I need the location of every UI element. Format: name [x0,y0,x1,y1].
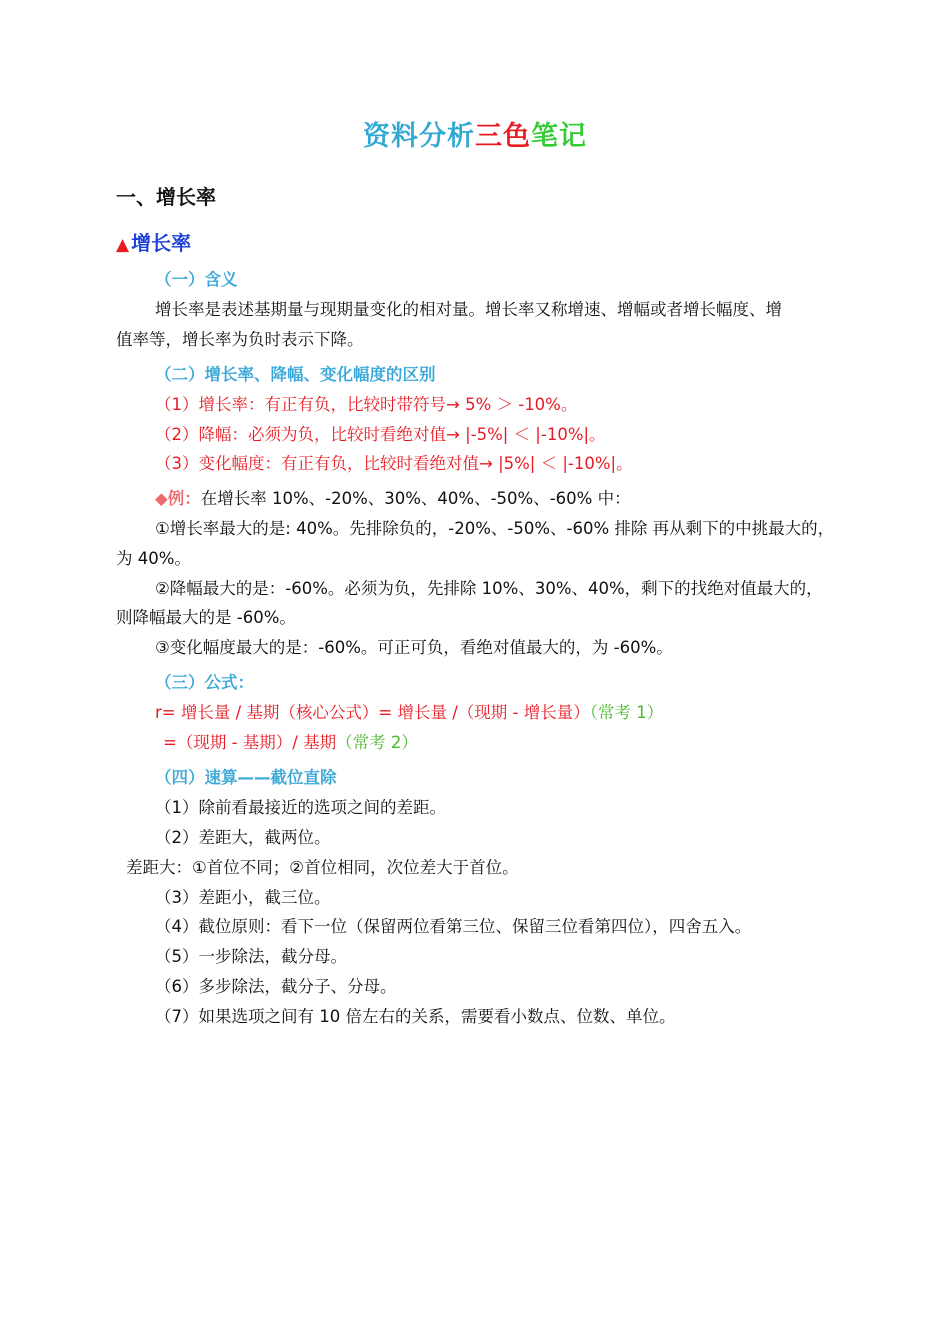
subheading-growth-rate [116,227,191,256]
quick-calc-item: （6）多步除法，截分子、分母。 [155,977,397,996]
difference-item-2: （2）降幅：必须为负，比较时看绝对值→ |-5%| ＜ |-10%|。 [155,425,606,444]
document-title [0,114,950,153]
example-2-line-1: ②降幅最大的是：-60%。必须为负，先排除 10%、30%、40%，剩下的找绝对值最大的， [155,579,823,598]
difference-item-1: （1）增长率：有正有负，比较时带符号→ 5% ＞ -10%。 [155,395,578,414]
formula-2-note: （常考 2） [336,733,418,752]
triangle-marker-icon: ▲ [116,235,130,255]
example-1-line-2: 为 40%。 [116,549,191,568]
quick-calc-item: （4）截位原则：看下一位（保留两位看第三位、保留三位看第四位），四舍五入。 [155,917,752,936]
meaning-line-1: 增长率是表述基期量与现期量变化的相对量。增长率又称增速、增幅或者增长幅度、增 [155,300,782,319]
section-title-formula: （三）公式： [155,673,254,692]
example-3: ③变化幅度最大的是：-60%。可正可负，看绝对值最大的，为 -60%。 [155,638,673,657]
section-title-meaning: （一）含义 [155,270,238,289]
formula-1: r= 增长量 / 基期（核心公式）= 增长量 /（现期 - 增长量） [155,703,590,722]
formula-1-note: （常考 1） [589,703,664,722]
example-2-line-2: 则降幅最大的是 -60%。 [116,608,296,627]
difference-item-3: （3）变化幅度：有正有负，比较时看绝对值→ |5%| ＜ |-10%|。 [155,454,633,473]
quick-calc-item: （3）差距小，截三位。 [155,888,331,907]
subheading-text: 增长率 [131,231,192,255]
formula-line-2 [163,731,418,755]
title-part-blue: 资料分析 [363,121,475,152]
quick-calc-item: （2）差距大，截两位。 [155,828,331,847]
section-title-difference: （二）增长率、降幅、变化幅度的区别 [155,365,436,384]
example-text: 在增长率 10%、-20%、30%、40%、-50%、-60% 中： [200,489,631,508]
example-line [155,487,631,511]
quick-calc-item: （7）如果选项之间有 10 倍左右的关系，需要看小数点、位数、单位。 [155,1007,676,1026]
formula-2: =（现期 - 基期）/ 基期 [163,733,337,752]
title-part-red: 三色 [475,121,531,152]
formula-line-1 [155,701,663,725]
meaning-line-2: 值率等，增长率为负时表示下降。 [116,330,364,349]
example-1-line-1: ①增长率最大的是: 40%。先排除负的，-20%、-50%、-60% 排除 再从剩下的中挑最大的， [155,519,835,538]
quick-calc-item: 差距大：①首位不同；②首位相同，次位差大于首位。 [126,858,519,877]
heading-growth-rate: 一、增长率 [116,185,216,209]
quick-calc-item: （1）除前看最接近的选项之间的差距。 [155,798,446,817]
section-title-quick-calc: （四）速算——截位直除 [155,768,337,787]
quick-calc-item: （5）一步除法，截分母。 [155,947,347,966]
example-label: ◆例： [155,489,201,508]
title-part-green: 笔记 [531,121,587,152]
